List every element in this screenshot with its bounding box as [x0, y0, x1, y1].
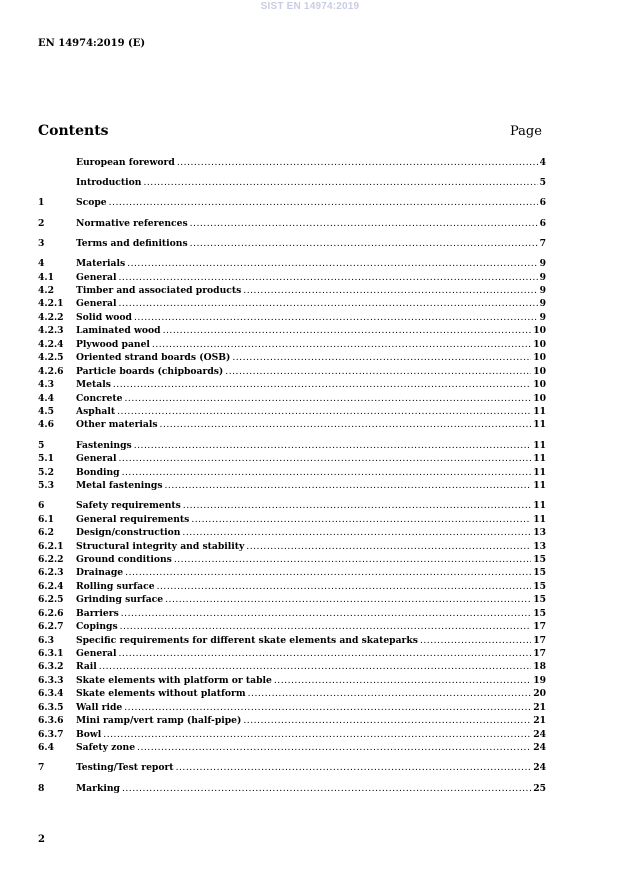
toc-entry-number: 4.4 [38, 392, 54, 404]
toc-dot-leader [182, 526, 531, 539]
toc-entry-number: 6.2.3 [38, 567, 64, 579]
toc-dot-leader [176, 761, 532, 774]
toc-entry-title: Testing/Test report [76, 762, 174, 774]
toc-dot-leader [119, 452, 532, 465]
toc-entry-title: Asphalt [76, 405, 116, 417]
toc-entry[interactable] [38, 674, 546, 687]
toc-entry[interactable] [38, 156, 546, 169]
toc-entry-title: Skate elements with platform or table [76, 674, 272, 686]
toc-entry-title: Terms and definitions [76, 237, 188, 249]
toc-entry-title: Bonding [76, 466, 120, 478]
toc-entry-title: General [76, 648, 117, 660]
table-of-contents [38, 156, 546, 795]
toc-entry-page: 13 [533, 540, 546, 552]
toc-entry-page: 11 [533, 453, 546, 465]
toc-entry[interactable] [38, 499, 546, 512]
toc-dot-leader [119, 271, 538, 284]
watermark: SIST EN 14974:2019 [260, 1, 360, 12]
toc-dot-leader [124, 701, 531, 714]
toc-dot-leader [120, 620, 532, 633]
toc-entry-title: Ground conditions [76, 553, 172, 565]
toc-entry-title: Materials [76, 258, 126, 270]
toc-entry-title: Bowl [76, 728, 102, 740]
toc-entry[interactable] [38, 714, 546, 727]
toc-entry-page: 24 [533, 762, 546, 774]
toc-dot-leader [191, 513, 531, 526]
toc-entry-number: 8 [38, 782, 45, 794]
toc-dot-leader [248, 687, 532, 700]
toc-entry-number: 6.4 [38, 742, 54, 754]
toc-entry-title: Scope [76, 197, 107, 209]
toc-entry-title: Rolling surface [76, 580, 155, 592]
toc-entry[interactable] [38, 418, 546, 431]
toc-entry[interactable] [38, 271, 546, 284]
toc-entry-number: 4.6 [38, 419, 54, 431]
toc-entry-page: 10 [533, 352, 546, 364]
toc-entry-title: Metal fastenings [76, 479, 163, 491]
toc-entry-number: 5 [38, 439, 45, 451]
toc-entry-page: 10 [533, 379, 546, 391]
toc-entry-page: 21 [533, 701, 546, 713]
toc-entry-title: General [76, 298, 117, 310]
toc-entry-page: 10 [533, 325, 546, 337]
toc-entry[interactable] [38, 196, 546, 209]
toc-entry-title: General [76, 453, 117, 465]
toc-entry-number: 6.3.5 [38, 701, 64, 713]
toc-entry-number: 6.3.4 [38, 688, 64, 700]
toc-entry[interactable] [38, 701, 546, 714]
toc-entry[interactable] [38, 297, 546, 310]
footer-page-number: 2 [38, 834, 45, 845]
toc-entry-page: 11 [533, 500, 546, 512]
toc-entry-number: 4.3 [38, 379, 54, 391]
toc-entry[interactable] [38, 466, 546, 479]
toc-dot-leader [177, 156, 538, 169]
contents-heading: Contents [38, 123, 109, 139]
toc-entry-number: 5.2 [38, 466, 54, 478]
toc-dot-leader [103, 728, 531, 741]
toc-dot-leader [190, 237, 538, 250]
toc-entry-page: 6 [539, 217, 546, 229]
toc-entry[interactable] [38, 405, 546, 418]
toc-dot-leader [125, 392, 532, 405]
toc-entry-number: 6.3.3 [38, 674, 64, 686]
toc-entry-number: 4.2.6 [38, 365, 64, 377]
toc-entry-page: 21 [533, 715, 546, 727]
toc-entry[interactable] [38, 741, 546, 754]
toc-entry-title: Normative references [76, 217, 188, 229]
toc-dot-leader [420, 634, 531, 647]
toc-entry-title: Other materials [76, 419, 158, 431]
toc-entry-number: 6.3 [38, 634, 54, 646]
toc-entry-page: 10 [533, 392, 546, 404]
toc-entry-number: 6.3.2 [38, 661, 64, 673]
toc-entry-title: Solid wood [76, 311, 132, 323]
toc-dot-leader [183, 499, 531, 512]
toc-entry[interactable] [38, 540, 546, 553]
toc-entry[interactable] [38, 237, 546, 250]
toc-dot-leader [122, 782, 531, 795]
toc-entry-page: 17 [533, 648, 546, 660]
toc-entry-title: Structural integrity and stability [76, 540, 245, 552]
toc-entry-title: Mini ramp/vert ramp (half-pipe) [76, 715, 242, 727]
toc-entry-number: 3 [38, 237, 45, 249]
toc-dot-leader [113, 378, 531, 391]
toc-entry-page: 4 [539, 157, 546, 168]
toc-entry-title: Drainage [76, 567, 124, 579]
toc-entry-number: 4.1 [38, 271, 54, 283]
toc-entry-page: 11 [533, 513, 546, 525]
toc-entry-number: 6.2.6 [38, 607, 64, 619]
toc-entry-title: Wall ride [76, 701, 123, 713]
toc-entry-page: 5 [539, 177, 546, 189]
toc-entry-number: 7 [38, 762, 45, 774]
toc-dot-leader [225, 365, 531, 378]
toc-dot-leader [160, 418, 532, 431]
toc-entry[interactable] [38, 351, 546, 364]
toc-entry[interactable] [38, 365, 546, 378]
toc-dot-leader [109, 196, 538, 209]
toc-entry-page: 11 [533, 419, 546, 431]
toc-entry-number: 5.3 [38, 479, 54, 491]
toc-entry-number: 6.3.6 [38, 715, 64, 727]
toc-entry[interactable] [38, 728, 546, 741]
toc-entry-page: 24 [533, 728, 546, 740]
toc-entry-page: 9 [539, 271, 546, 283]
toc-entry-page: 17 [533, 634, 546, 646]
toc-entry-page: 15 [533, 553, 546, 565]
toc-entry-number: 6.2.2 [38, 553, 64, 565]
toc-entry-page: 13 [533, 527, 546, 539]
toc-entry-page: 9 [539, 298, 546, 310]
toc-dot-leader [157, 580, 532, 593]
toc-entry-title: Plywood panel [76, 338, 150, 350]
toc-dot-leader [122, 466, 532, 479]
page-column-label: Page [510, 124, 542, 139]
toc-entry-number: 4.2.2 [38, 311, 64, 323]
toc-entry[interactable] [38, 217, 546, 230]
toc-entry-title: General requirements [76, 513, 190, 525]
toc-dot-leader [143, 176, 537, 189]
toc-dot-leader [99, 660, 531, 673]
toc-dot-leader [246, 540, 531, 553]
toc-entry-title: Rail [76, 661, 97, 673]
toc-entry-page: 11 [533, 466, 546, 478]
toc-entry-page: 17 [533, 621, 546, 633]
toc-entry-number: 4.2.3 [38, 325, 64, 337]
toc-entry-title: Copings [76, 621, 118, 633]
toc-entry-page: 15 [533, 580, 546, 592]
toc-entry-page: 25 [533, 782, 546, 794]
toc-entry-title: Barriers [76, 607, 119, 619]
toc-dot-leader [232, 351, 531, 364]
toc-entry-title: Metals [76, 379, 111, 391]
toc-entry-number: 6.1 [38, 513, 54, 525]
toc-entry-number: 2 [38, 217, 45, 229]
toc-entry-page: 9 [539, 258, 546, 270]
toc-entry-number: 4 [38, 258, 45, 270]
toc-entry-title: Oriented strand boards (OSB) [76, 352, 231, 364]
toc-entry-number: 6.3.7 [38, 728, 64, 740]
toc-entry[interactable] [38, 566, 546, 579]
toc-entry-title: Specific requirements for different skate elements and skateparks [76, 634, 418, 646]
toc-entry-title: Particle boards (chipboards) [76, 365, 224, 377]
toc-entry[interactable] [38, 311, 546, 324]
toc-entry-page: 19 [533, 674, 546, 686]
toc-entry-number: 4.5 [38, 405, 54, 417]
toc-entry-title: Fastenings [76, 439, 132, 451]
toc-dot-leader [134, 439, 532, 452]
toc-dot-leader [137, 741, 531, 754]
toc-entry-page: 10 [533, 338, 546, 350]
toc-dot-leader [119, 297, 538, 310]
toc-dot-leader [174, 553, 531, 566]
toc-entry-number: 4.2 [38, 285, 54, 297]
toc-entry[interactable] [38, 378, 546, 391]
toc-entry-title: Skate elements without platform [76, 688, 246, 700]
toc-entry[interactable] [38, 553, 546, 566]
toc-entry[interactable] [38, 526, 546, 539]
toc-entry-number: 6.2 [38, 527, 54, 539]
toc-entry[interactable] [38, 513, 546, 526]
toc-dot-leader [274, 674, 531, 687]
toc-dot-leader [121, 607, 531, 620]
toc-entry-page: 11 [533, 439, 546, 451]
toc-entry[interactable] [38, 580, 546, 593]
toc-dot-leader [134, 311, 538, 324]
toc-entry-title: Timber and associated products [76, 285, 242, 297]
toc-entry-page: 11 [533, 405, 546, 417]
toc-entry[interactable] [38, 439, 546, 452]
toc-dot-leader [163, 324, 532, 337]
toc-entry-number: 6.2.7 [38, 621, 64, 633]
toc-entry-page: 15 [533, 594, 546, 606]
toc-entry[interactable] [38, 761, 546, 774]
document-id-header: EN 14974:2019 (E) [38, 38, 146, 49]
toc-entry-title: Marking [76, 782, 120, 794]
toc-entry-number: 4.2.4 [38, 338, 64, 350]
toc-entry-number: 4.2.5 [38, 352, 64, 364]
toc-entry-page: 15 [533, 567, 546, 579]
toc-entry[interactable] [38, 338, 546, 351]
toc-entry-page: 18 [533, 661, 546, 673]
toc-dot-leader [243, 714, 531, 727]
toc-entry-page: 20 [533, 688, 546, 700]
toc-entry[interactable] [38, 452, 546, 465]
toc-entry[interactable] [38, 660, 546, 673]
toc-dot-leader [190, 217, 538, 230]
toc-entry-number: 6.3.1 [38, 648, 64, 660]
toc-dot-leader [117, 405, 531, 418]
toc-entry-number: 6.2.5 [38, 594, 64, 606]
toc-entry-number: 6 [38, 500, 45, 512]
toc-entry-title: Grinding surface [76, 594, 164, 606]
toc-dot-leader [152, 338, 531, 351]
toc-entry-number: 6.2.1 [38, 540, 64, 552]
toc-entry[interactable] [38, 687, 546, 700]
toc-entry-page: 6 [539, 197, 546, 209]
toc-entry-number: 1 [38, 197, 45, 209]
toc-entry-title: European foreword [76, 157, 175, 168]
toc-entry-title: Design/construction [76, 527, 181, 539]
toc-entry-title: General [76, 271, 117, 283]
toc-entry[interactable] [38, 176, 546, 189]
toc-entry[interactable] [38, 620, 546, 633]
toc-entry-number: 4.2.1 [38, 298, 64, 310]
toc-entry-number: 6.2.4 [38, 580, 64, 592]
toc-entry[interactable] [38, 479, 546, 492]
toc-entry-page: 9 [539, 285, 546, 297]
toc-entry[interactable] [38, 257, 546, 270]
toc-entry[interactable] [38, 392, 546, 405]
toc-entry-title: Safety requirements [76, 500, 181, 512]
toc-entry[interactable] [38, 607, 546, 620]
toc-entry-page: 10 [533, 365, 546, 377]
toc-entry-page: 24 [533, 742, 546, 754]
toc-entry[interactable] [38, 284, 546, 297]
toc-dot-leader [165, 479, 532, 492]
toc-entry-page: 9 [539, 311, 546, 323]
toc-entry-title: Concrete [76, 392, 123, 404]
toc-dot-leader [119, 647, 532, 660]
toc-entry-title: Introduction [76, 177, 142, 189]
toc-entry-page: 15 [533, 607, 546, 619]
toc-entry[interactable] [38, 782, 546, 795]
toc-entry-title: Safety zone [76, 742, 136, 754]
toc-dot-leader [165, 593, 531, 606]
toc-entry-page: 7 [539, 237, 546, 249]
toc-entry[interactable] [38, 634, 546, 647]
toc-dot-leader [243, 284, 537, 297]
toc-entry-number: 5.1 [38, 453, 54, 465]
toc-dot-leader [127, 257, 537, 270]
toc-entry[interactable] [38, 324, 546, 337]
toc-entry[interactable] [38, 647, 546, 660]
toc-entry-page: 11 [533, 479, 546, 491]
toc-entry-title: Laminated wood [76, 325, 161, 337]
toc-dot-leader [125, 566, 531, 579]
toc-entry[interactable] [38, 593, 546, 606]
